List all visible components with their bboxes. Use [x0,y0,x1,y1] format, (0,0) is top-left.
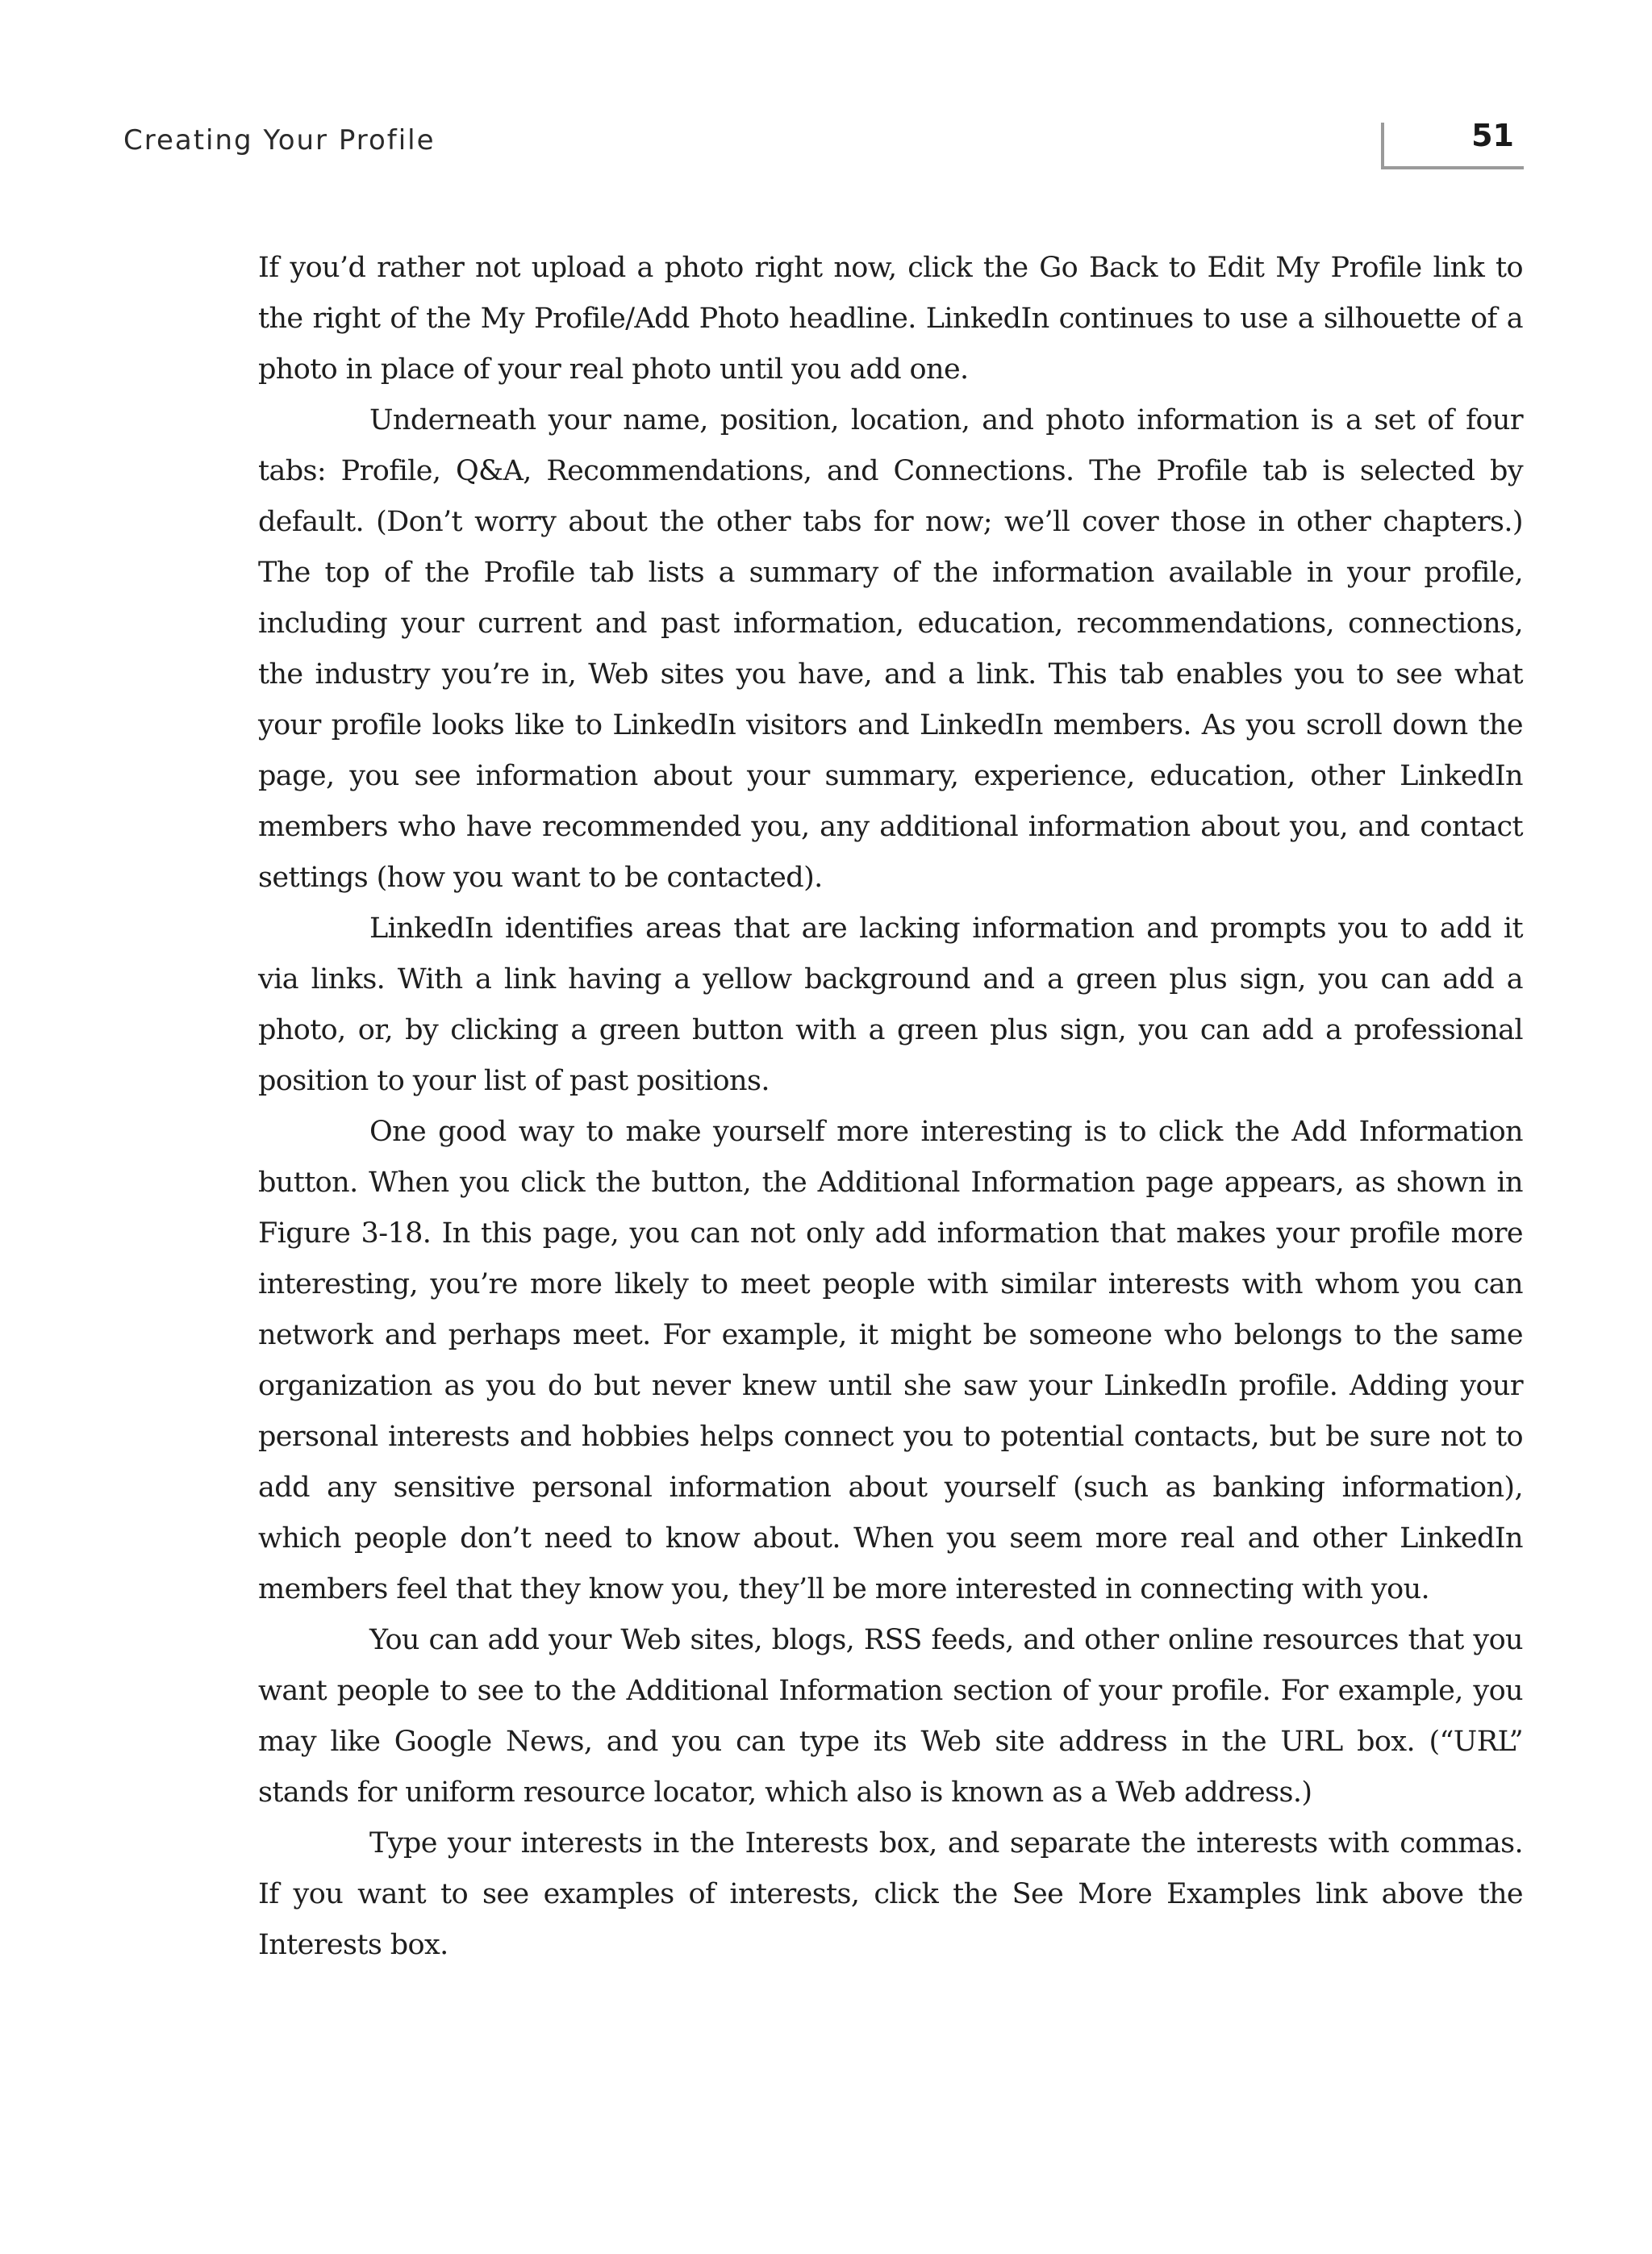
page-number: 51 [1471,118,1514,153]
paragraph-1: If you’d rather not upload a photo right now, click the Go Back to Edit My Profile link to the right of the My Profile/Add Photo headline. LinkedIn continues to use a silhouette of a photo in place of your real photo until you add one. [258,252,1523,386]
body-text [258,243,1523,1971]
paragraph-2: Underneath your name, position, location, and photo information is a set of four tabs: Profile, Q&A, Recommendations, and Connections. The Profile tab is selected by default. (Don’t worry about the other tabs for now; we’ll cover those in other chapters.) The top of the Profile tab lists a summary of the information available in your profile, including your current and past information, education, recommendations, connections, the industry you’re in, Web sites you have, and a link. This tab enables you to see what your profile looks like to LinkedIn visitors and LinkedIn members. As you scroll down the page, you see information about your summary, experience, education, other LinkedIn members who have recommended you, any additional information about you, and contact settings (how you want to be contacted). [258,404,1523,894]
paragraph-5: You can add your Web sites, blogs, RSS feeds, and other online resources that you want people to see to the Additional Information section of your profile. For example, you may like Google News, and you can type its Web site address in the URL box. (“URL” stands for uniform resource locator, which also is known as a Web address.) [258,1624,1523,1809]
page-number-box [1381,118,1524,169]
paragraph-4: One good way to make yourself more interesting is to click the Add Information button. When you click the button, the Additional Information page appears, as shown in Figure 3-18. In this page, you can not only add information that makes your profile more interesting, you’re more likely to meet people with similar interests with whom you can network and perhaps meet. For example, it might be someone who belongs to the same organization as you do but never knew until she saw your LinkedIn profile. Adding your personal interests and hobbies helps connect you to potential contacts, but be sure not to add any sensitive personal information about yourself (such as banking information), which people don’t need to know about. When you seem more real and other LinkedIn members feel that they know you, they’ll be more interested in connecting with you. [258,1116,1523,1605]
paragraph-3: LinkedIn identifies areas that are lacking information and prompts you to add it via links. With a link having a yellow background and a green plus sign, you can add a photo, or, by clicking a green button with a green plus sign, you can add a professional position to your list of past positions. [258,912,1523,1097]
paragraph-6: Type your interests in the Interests box, and separate the interests with commas. If you want to see examples of interests, click the See More Examples link above the Interests box. [258,1827,1523,1961]
running-head: Creating Your Profile [123,124,436,157]
